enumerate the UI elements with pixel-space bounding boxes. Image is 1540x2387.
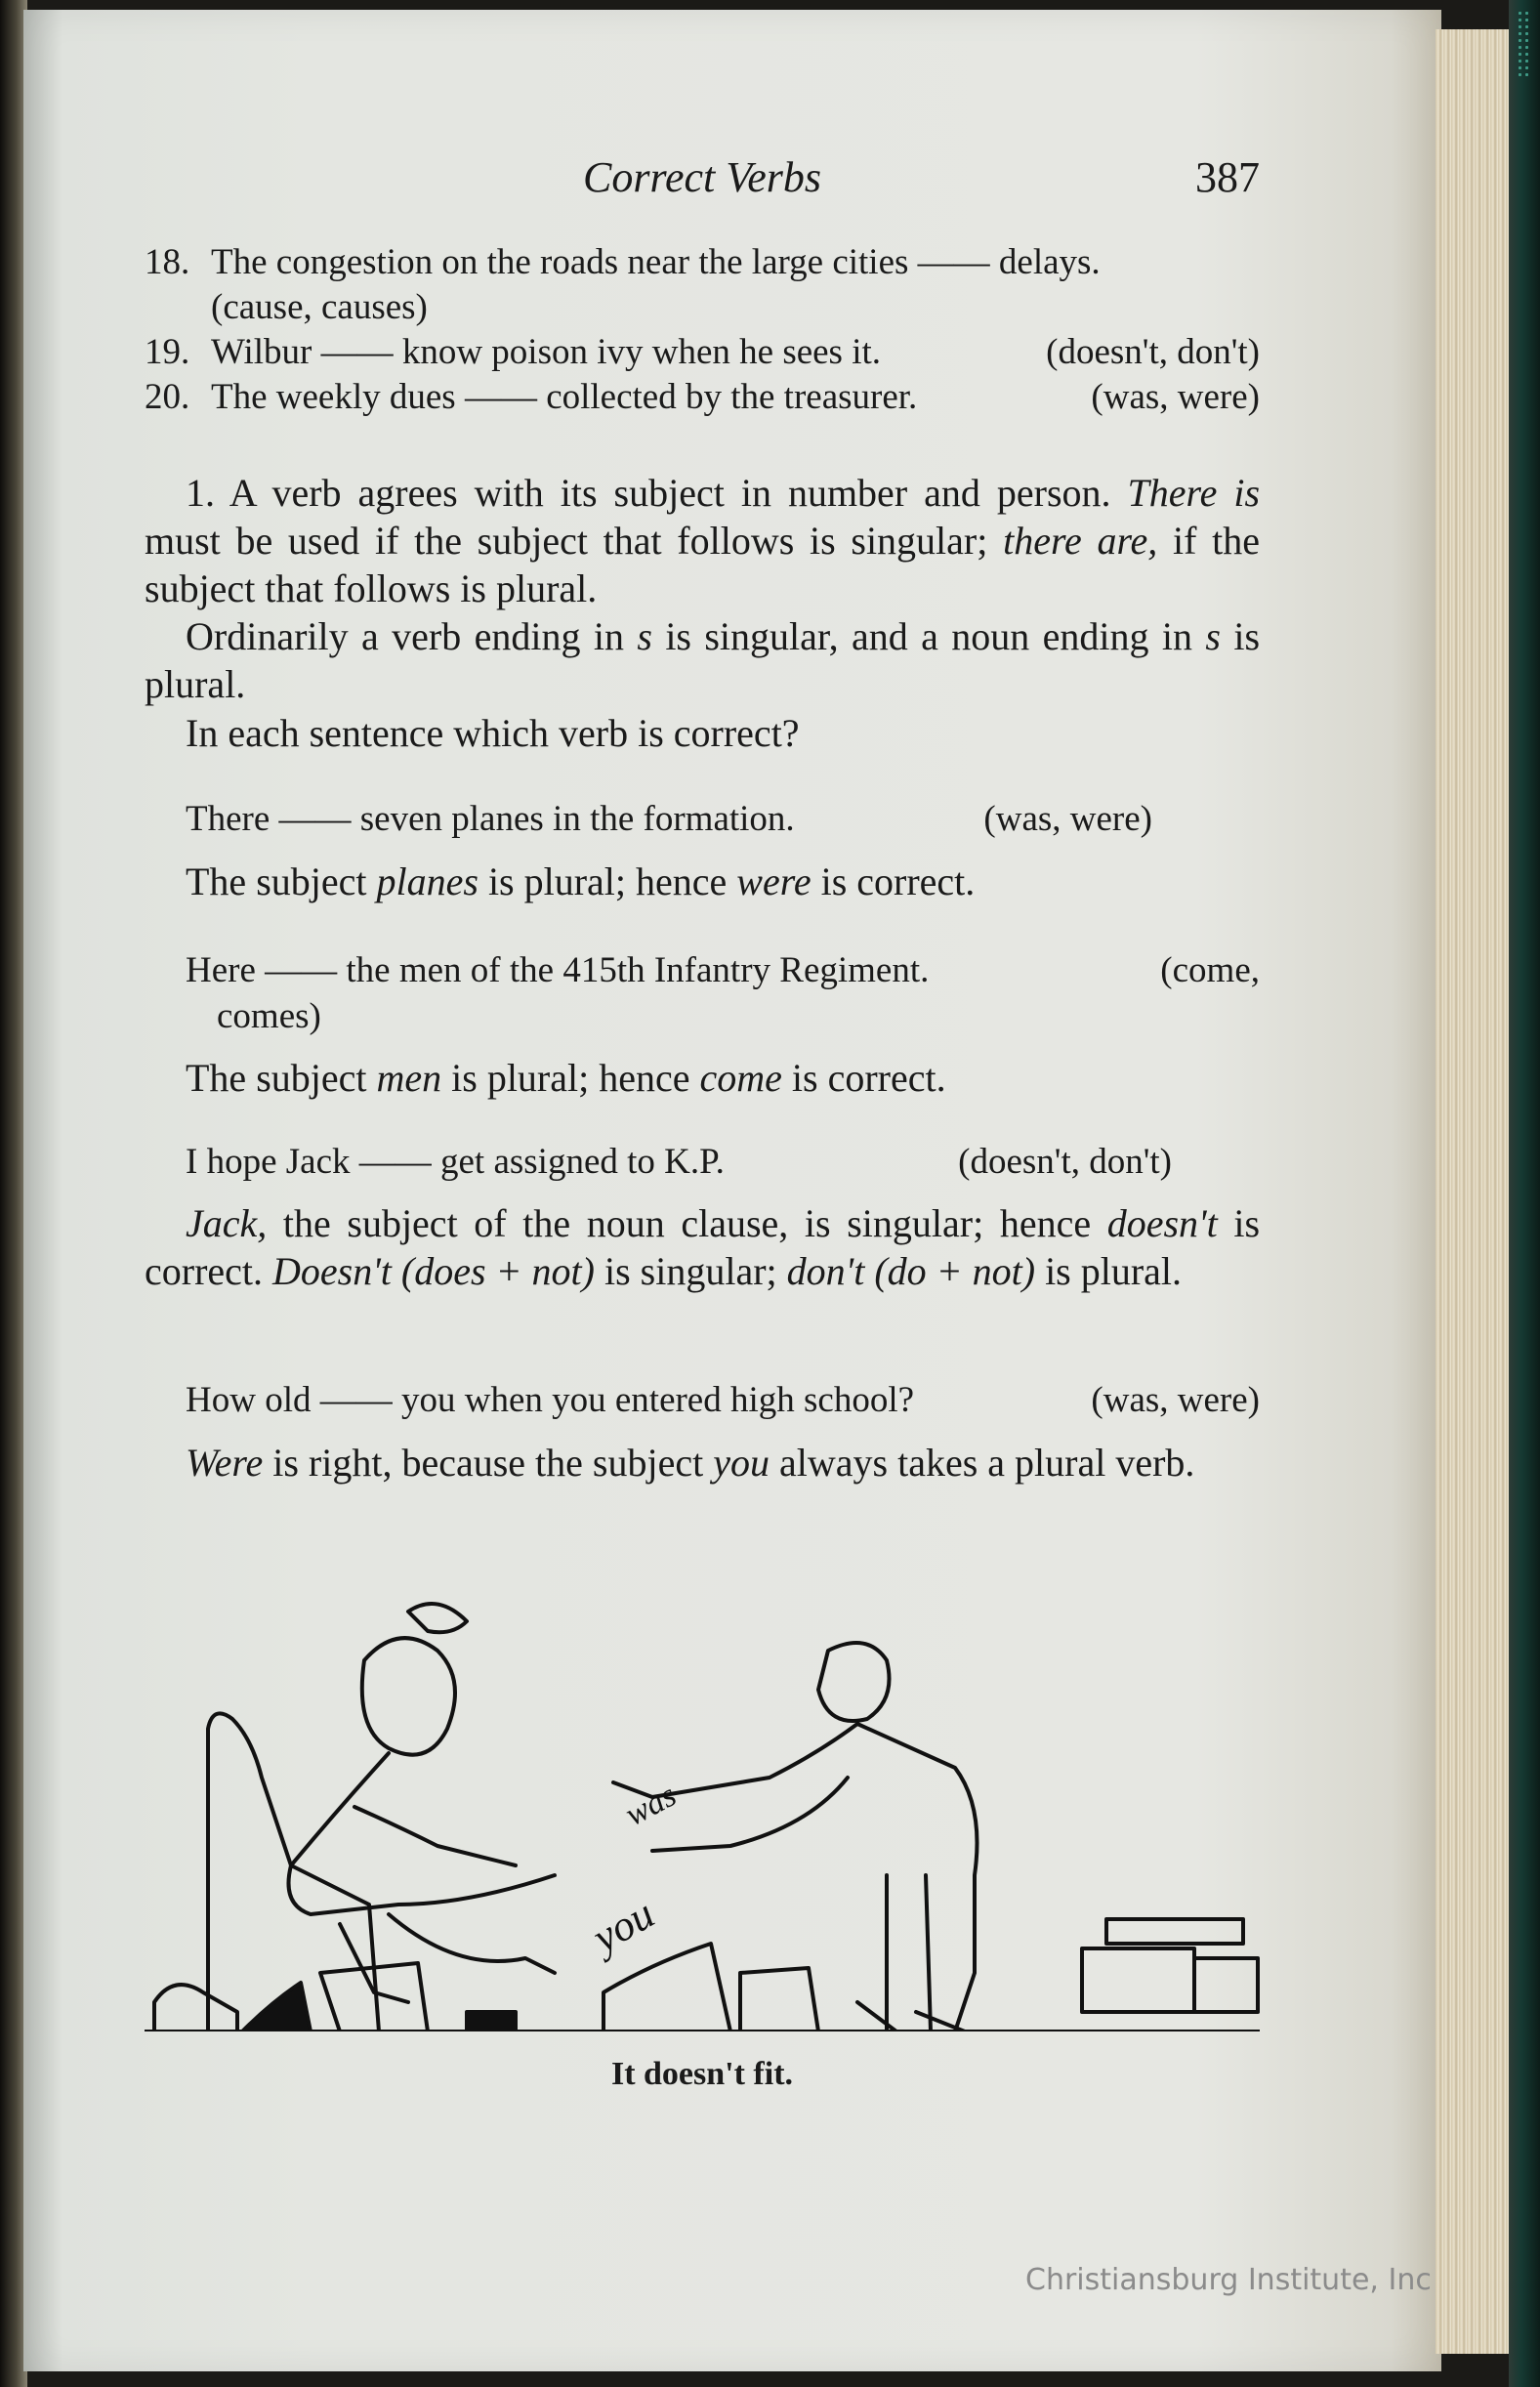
rule-text: if the subject that follows is plural. [145,519,1261,610]
rule-text: A verb agrees with its subject in number and person. [229,471,1111,515]
shoe-left [154,1985,237,2031]
example-text: I hope Jack —— get assigned to K.P. [186,1142,725,1182]
rule-question: In each sentence which verb is correct? [186,711,800,755]
man-legs [887,1875,931,2031]
watermark: Christiansburg Institute, Inc [1025,2263,1432,2297]
fitting-stool [604,1944,730,2031]
exercise-text: The weekly dues —— collected by the treasurer. [211,377,918,417]
exercise-number: 20. [145,377,190,417]
explanation-text: The subject [186,1056,367,1100]
explanation-text: is correct. [820,859,976,903]
rule-letter-s: s [637,614,652,658]
book-page [23,10,1441,2371]
example-sentence-4 [186,1377,1260,1423]
explanation-text: is plural; [451,1056,590,1100]
example-options-continuation: comes) [217,996,321,1036]
explanation-term: Jack, [186,1201,268,1245]
example-explanation-3 [145,1199,1260,1295]
rule-text: must be used if the subject that follows is singular; [145,519,988,563]
woman-head [362,1638,455,1755]
exercise-19 [145,330,1260,375]
explanation-text: always takes a plural verb. [779,1441,1195,1485]
explanation-term: (do + not) [874,1249,1036,1293]
word-you: you [584,1889,663,1962]
rule-paragraph-ordinarily [145,612,1260,708]
shoe-heel [467,2012,516,2031]
explanation-text: is correct. [145,1201,1261,1293]
example-options: (was, were) [1091,1380,1260,1420]
man-head [818,1643,890,1721]
explanation-term: Doesn't [272,1249,392,1293]
man-arm-lower [652,1778,848,1851]
rule-text: is plural. [145,614,1261,706]
page-number: 387 [1195,153,1260,201]
rule-term-there-is: There is [1127,471,1261,515]
example-text: There —— seven planes in the formation. [186,799,795,839]
exercise-text: Wilbur —— know poison ivy when he sees it. [211,332,882,372]
man-feet [857,2002,965,2031]
example-sentence-3 [186,1139,1260,1185]
explanation-text: is plural. [1045,1249,1183,1293]
example-options: (was, were) [983,799,1152,839]
example-explanation-4 [145,1439,1260,1487]
explanation-text: The subject [186,859,367,903]
open-shoebox [740,1968,818,2031]
rule-term-there-are: there are, [1003,519,1158,563]
hair-bow [408,1604,467,1632]
explanation-text: hence [599,1056,690,1100]
book-cover-right [1509,0,1540,2387]
cover-pattern [1517,10,1530,78]
exercise-options: (was, were) [1091,377,1260,417]
exercise-number: 19. [145,332,190,372]
running-head-title: Correct Verbs [582,153,822,201]
explanation-term: Were [186,1441,264,1485]
page-edges-right [1436,29,1509,2354]
explanation-term: planes [376,859,479,903]
explanation-term: you [713,1441,770,1485]
chair-outline [208,1713,379,2031]
cartoon-illustration [145,1582,1260,2031]
example-explanation-1 [145,858,1260,905]
example-explanation-2 [145,1054,1260,1102]
example-text: How old —— you when you entered high school? [186,1380,915,1420]
illustration-caption: It doesn't fit. [610,2056,794,2092]
exercise-20 [145,375,1260,420]
example-sentence-2 [186,947,1260,1039]
exercise-18 [145,240,1260,330]
man-back [857,1724,978,2031]
word-was: was [619,1777,683,1834]
explanation-term: were [736,859,812,903]
explanation-text: hence [636,859,728,903]
rule-text: Ordinarily a verb ending in [186,614,624,658]
exercise-number: 18. [145,242,190,282]
woman-body [289,1753,556,1914]
explanation-term: come [699,1056,782,1100]
running-head [145,147,1260,205]
exercise-options: (doesn't, don't) [1046,332,1260,372]
example-text: Here —— the men of the 415th Infantry Regiment. [186,950,930,990]
example-options: (doesn't, don't) [958,1142,1172,1182]
explanation-term: (does + not) [400,1249,595,1293]
explanation-text: is correct. [791,1056,946,1100]
rule-number: 1. [186,471,215,515]
example-options: (come, [1160,950,1260,990]
explanation-text: is right, because the subject [272,1441,704,1485]
rule-text: is singular, and a noun ending in [665,614,1193,658]
example-sentence-1 [186,796,1260,842]
shoe-boxes [1082,1919,1258,2012]
explanation-term: doesn't [1106,1201,1218,1245]
explanation-term: men [376,1056,442,1100]
rule-letter-s: s [1205,614,1221,658]
explanation-term: don't [786,1249,865,1293]
explanation-text: is plural; [487,859,627,903]
explanation-text: the subject of the noun clause, is singular; hence [282,1201,1092,1245]
woman-arm [354,1807,516,1865]
exercise-continuation: (cause, causes) [211,287,428,327]
exercise-text: The congestion on the roads near the large cities —— delays. [211,242,1101,282]
shoe-black [242,1983,311,2031]
explanation-text: is singular; [604,1249,777,1293]
rule-paragraph [145,469,1260,612]
